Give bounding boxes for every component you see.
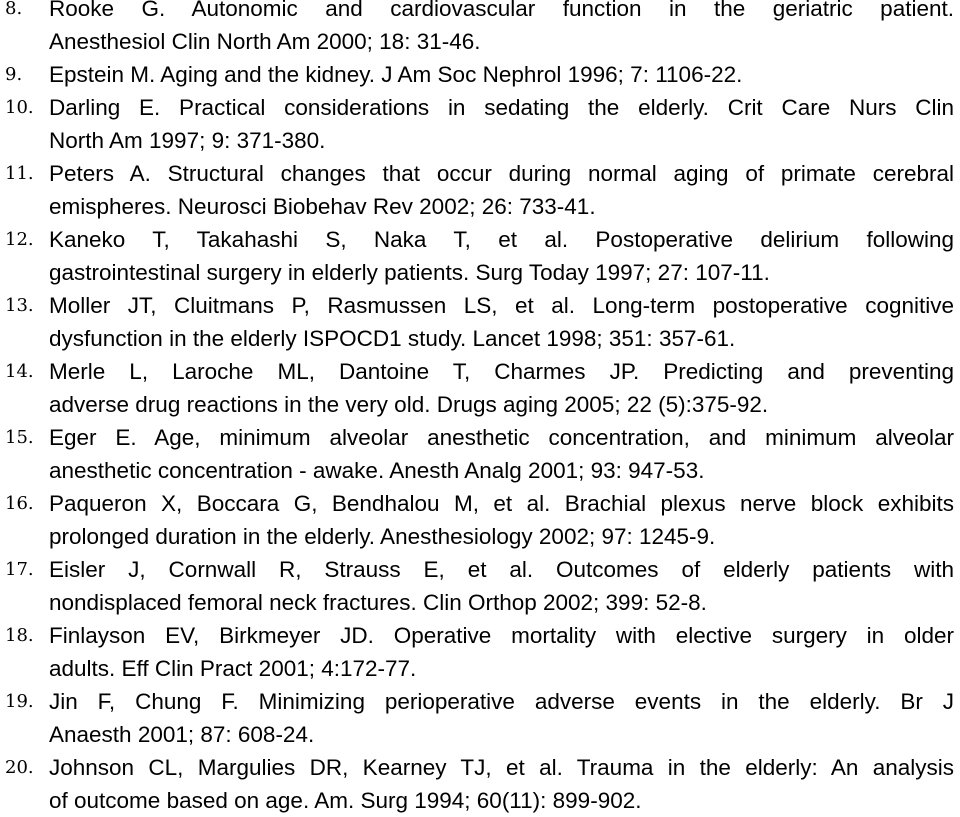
- reference-text: [49, 619, 954, 685]
- reference-text-line: North Am 1997; 9: 371-380.: [49, 128, 326, 153]
- reference-item: [0, 751, 960, 817]
- reference-text: [49, 487, 954, 553]
- reference-item: [0, 421, 960, 487]
- reference-text-line: adverse drug reactions in the very old. Drugs aging 2005; 22 (5):375-92.: [49, 392, 769, 417]
- reference-text-line: Epstein M. Aging and the kidney. J Am Soc Nephrol 1996; 7: 1106-22.: [49, 62, 743, 87]
- reference-item: [0, 619, 960, 685]
- reference-text: [49, 0, 954, 58]
- reference-text-line: Moller JT, Cluitmans P, Rasmussen LS, et al. Long-term postoperative cognitive: [49, 293, 954, 318]
- reference-text: [49, 289, 954, 355]
- reference-item: [0, 223, 960, 289]
- reference-number: 8.: [5, 0, 23, 19]
- reference-number: 16.: [5, 493, 34, 514]
- reference-text: [49, 751, 954, 817]
- reference-text-line: Anesthesiol Clin North Am 2000; 18: 31-46.: [49, 29, 481, 54]
- reference-text: [49, 685, 954, 751]
- reference-text-line: dysfunction in the elderly ISPOCD1 study. Lancet 1998; 351: 357-61.: [49, 326, 736, 351]
- reference-number: 14.: [5, 361, 34, 382]
- reference-item: [0, 487, 960, 553]
- reference-item: [0, 58, 960, 91]
- reference-text-line: Eisler J, Cornwall R, Strauss E, et al. Outcomes of elderly patients with: [49, 557, 954, 582]
- reference-text-line: emispheres. Neurosci Biobehav Rev 2002; 26: 733-41.: [49, 194, 596, 219]
- reference-text-line: Johnson CL, Margulies DR, Kearney TJ, et al. Trauma in the elderly: An analysis: [49, 755, 954, 780]
- reference-text: [49, 553, 954, 619]
- reference-number: 17.: [5, 559, 34, 580]
- reference-item: [0, 157, 960, 223]
- reference-text-line: Jin F, Chung F. Minimizing perioperative adverse events in the elderly. Br J: [49, 689, 954, 714]
- reference-text-line: Rooke G. Autonomic and cardiovascular function in the geriatric patient.: [49, 0, 954, 21]
- reference-text-line: Eger E. Age, minimum alveolar anesthetic concentration, and minimum alveolar: [49, 425, 954, 450]
- reference-item: [0, 355, 960, 421]
- reference-text: [49, 355, 954, 421]
- reference-text-line: Paqueron X, Boccara G, Bendhalou M, et al. Brachial plexus nerve block exhibits: [49, 491, 954, 516]
- reference-text-line: Finlayson EV, Birkmeyer JD. Operative mortality with elective surgery in older: [49, 623, 954, 648]
- reference-text: [49, 58, 954, 91]
- reference-item: [0, 0, 960, 58]
- reference-text-line: Darling E. Practical considerations in sedating the elderly. Crit Care Nurs Clin: [49, 95, 954, 120]
- reference-number: 18.: [5, 625, 34, 646]
- reference-number: 13.: [5, 295, 34, 316]
- reference-text-line: anesthetic concentration - awake. Anesth Analg 2001; 93: 947-53.: [49, 458, 705, 483]
- reference-text: [49, 157, 954, 223]
- reference-text-line: gastrointestinal surgery in elderly patients. Surg Today 1997; 27: 107-11.: [49, 260, 770, 285]
- reference-item: [0, 91, 960, 157]
- reference-text-line: Anaesth 2001; 87: 608-24.: [49, 722, 315, 747]
- reference-number: 12.: [5, 229, 34, 250]
- reference-number: 9.: [5, 64, 23, 85]
- reference-text-line: Merle L, Laroche ML, Dantoine T, Charmes JP. Predicting and preventing: [49, 359, 954, 384]
- reference-number: 15.: [5, 427, 34, 448]
- reference-text-line: of outcome based on age. Am. Surg 1994; 60(11): 899-902.: [49, 788, 642, 813]
- reference-item: [0, 685, 960, 751]
- reference-text-line: nondisplaced femoral neck fractures. Clin Orthop 2002; 399: 52-8.: [49, 590, 707, 615]
- reference-number: 19.: [5, 691, 34, 712]
- reference-item: [0, 289, 960, 355]
- reference-text-line: prolonged duration in the elderly. Anesthesiology 2002; 97: 1245-9.: [49, 524, 716, 549]
- reference-text: [49, 91, 954, 157]
- reference-text: [49, 223, 954, 289]
- reference-number: 11.: [5, 163, 34, 184]
- reference-number: 10.: [5, 97, 34, 118]
- reference-text-line: adults. Eff Clin Pract 2001; 4:172-77.: [49, 656, 417, 681]
- reference-text: [49, 421, 954, 487]
- reference-text-line: Kaneko T, Takahashi S, Naka T, et al. Postoperative delirium following: [49, 227, 954, 252]
- reference-number: 20.: [5, 757, 34, 778]
- reference-item: [0, 553, 960, 619]
- reference-text-line: Peters A. Structural changes that occur during normal aging of primate cerebral: [49, 161, 954, 186]
